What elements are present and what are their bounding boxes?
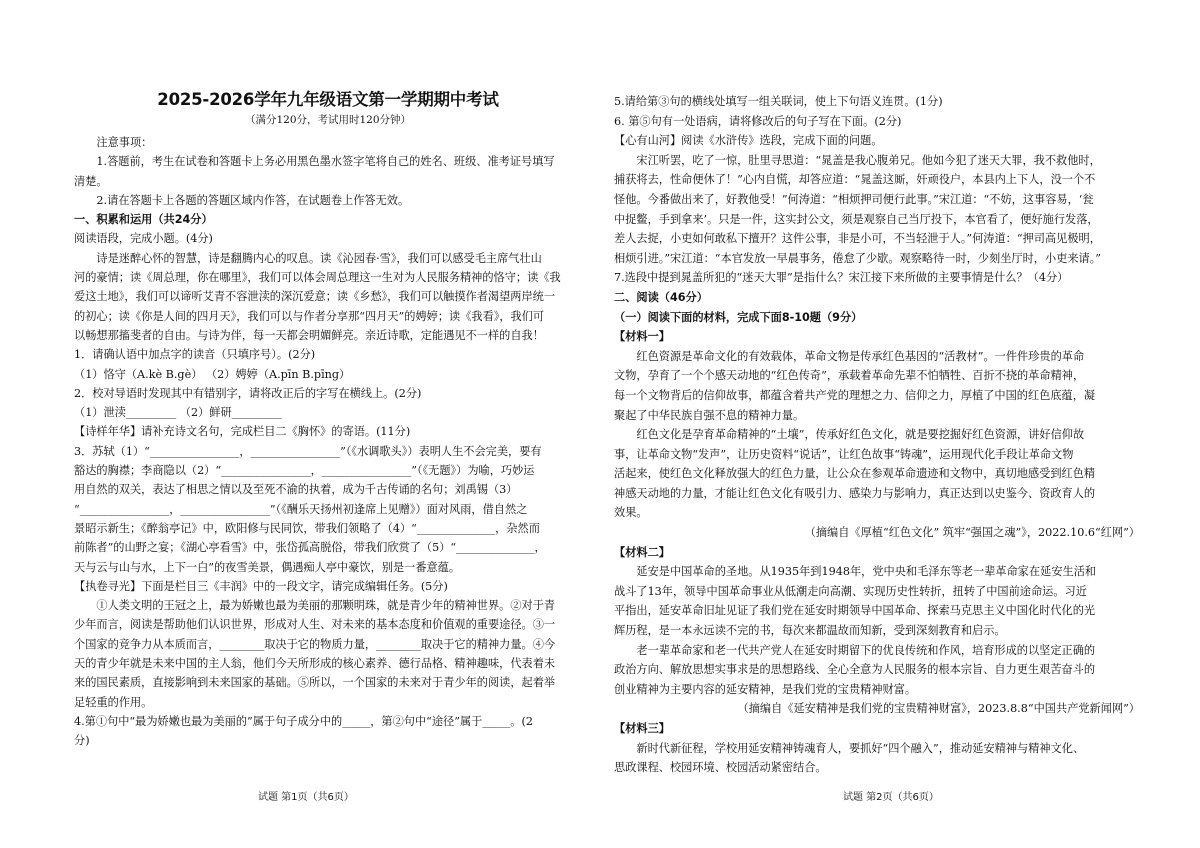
right-text-line: 【材料一】	[614, 330, 670, 344]
left-text-line: 诗是迷醉心怀的智慧，诗是翻腾内心的叹息。读《沁园春·雪》，我们可以感受毛主席气壮山	[96, 251, 542, 265]
right-text-line: 创业精神为主要内容的延安精神，是我们党的宝贵精神财富。	[614, 682, 917, 696]
right-text-line: 5.请给第③句的横线处填写一组关联词，使上下句语义连贯。(1分)	[614, 95, 943, 108]
right-text-line: 事，让革命文物“发声”，让历史资料“说话”，让红色故事“铸魂”，运用现代化手段让革命文物	[614, 447, 1074, 461]
right-page-body	[614, 92, 1140, 778]
left-text-line: 天与云与山与水，上下一白”的夜雪美景，偶遇痴人亭中豪饮，别是一番意蕴。	[74, 560, 461, 574]
left-text-line: 用自然的双关，表达了相思之情以及至死不渝的执着，成为千古传诵的名句；刘禹锡（3）	[74, 483, 518, 497]
right-text-line: 【材料二】	[614, 545, 670, 559]
left-text-line: 河的豪情；读《周总理，你在哪里》，我们可以体会周总理这一生对为人民服务精神的恪守；读《我	[74, 271, 561, 285]
right-text-line: 每一个文物背后的信仰故事，都蕴含着共产党的理想之力、信仰之力，厚植了中国的红色底蕴，凝	[614, 388, 1096, 402]
right-text-line: 宋江听罢，吃了一惊，肚里寻思道：“晁盖是我心腹弟兄。他如今犯了迷天大罪，我不救他时，	[636, 153, 1101, 167]
right-text-line: 怪他。今番做出来了，好教他受！”何涛道：“相烦押司便行此事。”宋江道：“不妨，这事容易，‘瓮	[614, 192, 1094, 206]
right-text-line: 红色资源是革命文化的有效载体，革命文物是传承红色基因的“活教材”。一件件珍贵的革命	[636, 349, 1085, 363]
exam-subtitle: （满分120分，考试用时120分钟）	[244, 114, 412, 126]
left-text-line: 【执卷寻光】下面是栏目三《丰润》中的一段文字，请完成编辑任务。(5分)	[74, 579, 448, 593]
left-text-line: 爱这土地》，我们可以谛听艾青不容泄渎的深沉爱意；读《乡愁》，我们可以触摸作者渴望两岸统一	[74, 290, 556, 304]
right-text-line: 相烦引进。”宋江道：“本官发放一早晨事务，倦怠了少歇。观察略待一时，少刻坐厅时，小吏来请。”	[614, 251, 1102, 265]
right-text-line: 老一辈革命家和老一代共产党人在延安时期留下的优良传统和作风，培育形成的以坚定正确的	[636, 643, 1096, 657]
exam-page-right	[600, 0, 1200, 848]
left-text-line: 注意事项：	[96, 136, 153, 149]
right-text-line: 延安是中国革命的圣地。从1935年到1948年，党中央和毛泽东等老一辈革命家在延安生活和	[636, 565, 1097, 579]
right-text-line: 聚起了中华民族自强不息的精神力量。	[614, 408, 805, 422]
right-text-line: 平指出，延安革命旧址见证了我们党在延安时期领导中国革命、探索马克思主义中国化时代化的光	[614, 604, 1096, 618]
left-page-body	[74, 133, 582, 751]
right-text-line: 辉历程，是一本永远读不完的书，每次来都温故而知新，受到深刻教育和启示。	[614, 624, 1006, 638]
right-text-line: 效果。	[614, 506, 648, 520]
left-text-line: “________________，________________”（《酬乐天扬州初逢席上见赠》）面对风雨，借自然之	[74, 502, 528, 516]
right-text-line: 【材料三】	[614, 722, 670, 735]
left-text-line: 3．苏轼（1）“________________，________________”（《水调歌头》）表明人生不会完美，要有	[74, 444, 542, 458]
left-text-line: 【诗样年华】请补充诗文名句，完成栏目二《胸怀》的寄语。(11分)	[74, 425, 411, 439]
left-text-line: 来的国民素质，直接影响到未来国家的基础。⑤所以，一个国家的未来对于青少年的阅读，起着举	[74, 676, 556, 690]
left-text-line: 个国家的竞争力从本质而言，________取决于它的物质力量，________取决于它的精神力量。④今	[74, 637, 556, 651]
right-text-line: 战斗了13年，领导中国革命事业从低潮走向高潮、实现历史性转折，扭转了中国前途命运。习近	[614, 584, 1087, 598]
left-text-line: 2.请在答题卡上各题的答题区域内作答，在试题卷上作答无效。	[96, 193, 410, 207]
left-text-line: 1.答题前，考生在试卷和答题卡上务必用黑色墨水签字笔将自己的姓名、班级、准考证号填写	[96, 155, 555, 169]
left-text-line: （1）恪守（A.kè B.gè） （2）娉婷（A.pīn B.pīng）	[74, 367, 351, 381]
left-text-line: 前陈者”的山野之宴；《湖心亭看雪》中，张岱孤高脱俗，带我们欣赏了（5）“______________，	[74, 541, 546, 555]
right-text-line: 政治方向、解放思想实事求是的思想路线、全心全意为人民服务的根本宗旨、自力更生艰苦奋斗的	[614, 663, 1096, 677]
right-text-line: 思政课程、校园环境、校园活动紧密结合。	[614, 761, 827, 775]
right-text-line: 二、阅读（46分）	[614, 290, 708, 304]
right-text-line: 活起来，使红色文化释放强大的红色力量，让公众在参观革命遗迹和文物中，真切地感受到红色精	[614, 467, 1096, 481]
right-text-line: 文物，孕育了一个个感天动地的“红色传奇”，承载着革命先辈不怕牺牲、百折不挠的革命精神，	[614, 369, 1085, 383]
left-text-line: 分)	[74, 734, 90, 748]
right-text-line: 【心有山河】阅读《水浒传》选段，完成下面的问题。	[614, 134, 883, 148]
right-text-line: 捕获将去，性命便休了！”心内自慌，却答应道：“晁盖这厮，奸顽役户，本县内上下人，没一个不	[614, 173, 1096, 187]
left-text-line: 1．请确认语中加点字的读音（只填序号）。(2分)	[74, 348, 316, 362]
right-text-line: 神感天动地的力量，才能让红色文化有吸引力、感染力与影响力，真正达到以史鉴今、资政育人的	[614, 486, 1096, 500]
left-text-line: 景昭示新生；《醉翁亭记》中，欧阳修与民同饮，带我们领略了（4）“______________，杂然而	[74, 521, 540, 535]
left-text-line: 天的青少年就是未来中国的主人翁，他们今天所形成的核心素养、德行品格、精神趣味，代表着未	[74, 657, 556, 671]
left-text-line: 足轻重的作用。	[74, 695, 153, 709]
left-text-line: 2．校对导语时发现其中有错别字，请将改正后的字写在横线上。(2分)	[74, 386, 422, 400]
page-footer-right: 试题 第2页（共6页）	[843, 792, 939, 803]
left-text-line: 豁达的胸襟；李商隐以（2）“________________，________________”（《无题》）为喻，巧妙运	[74, 464, 535, 478]
exam-title: 2025-2026学年九年级语文第一学期期中考试	[157, 90, 499, 109]
left-text-line: ①人类文明的王冠之上，最为娇嫩也最为美丽的那颗明珠，就是青少年的精神世界。②对于青	[96, 599, 556, 613]
left-text-line: 一、积累和运用（共24分）	[74, 213, 213, 227]
right-text-line: 差人去捉，小吏如何敢私下擅开？这件公事，非是小可，不当轻泄于人。”何涛道：“押司高见极明，	[614, 232, 1101, 246]
right-text-line: 6. 第⑤句有一处语病，请将修改后的句子写在下面。(2分)	[614, 114, 902, 128]
right-text-line: （摘编自《厚植“红色文化” 筑牢“强国之魂”》，2022.10.6“红网”）	[804, 526, 1140, 540]
left-text-line: 以畅想那搐斐者的自由。与诗为伴，每一天都会明媚鲜亮。亲近诗歌，定能遇见不一样的自我！	[74, 328, 544, 342]
right-text-line: 7.选段中提到晁盖所犯的“迷天大罪”是指什么？宋江接下来所做的主要事情是什么？（4分）	[614, 271, 1069, 285]
left-text-line: （1）泄渎_________ （2）鲜研_________	[74, 406, 282, 420]
page-footer-left: 试题 第1页（共6页）	[258, 792, 354, 803]
right-text-line: 新时代新征程，学校用延安精神铸魂育人，要抓好“四个融入”，推动延安精神与精神文化、	[636, 741, 1085, 755]
left-text-line: 阅读语段，完成小题。(4分)	[74, 232, 213, 246]
left-text-line: 的初心；读《你是人间的四月天》，我们可以与作者分享那“四月天”的娉婷；读《我看》，我们可	[74, 309, 545, 323]
right-text-line: （一）阅读下面的材料，完成下面8-10题（9分）	[614, 310, 863, 324]
right-text-line: 中捉鳖，手到拿来’。只是一件，这实封公文，须是观察自己当厅投下，本官看了，便好施行发落，	[614, 212, 1099, 226]
right-text-line: （摘编自《延安精神是我们党的宝贵精神财富》，2023.8.8“中国共产党新闻网”）	[737, 702, 1140, 716]
left-text-line: 少年而言，阅读是帮助他们认识世界，形成对人生、对未来的基本态度和价值观的重要途径。③一	[74, 618, 556, 632]
right-text-line: 红色文化是孕育革命精神的“土壤”，传承好红色文化，就是要挖掘好红色资源，讲好信仰故	[636, 428, 1085, 442]
left-text-line: 4.第①句中“最为娇嫩也最为美丽的”属于句子成分中的_____，第②句中“途径”属于_____。(2	[74, 714, 533, 728]
left-text-line: 清楚。	[74, 174, 108, 188]
